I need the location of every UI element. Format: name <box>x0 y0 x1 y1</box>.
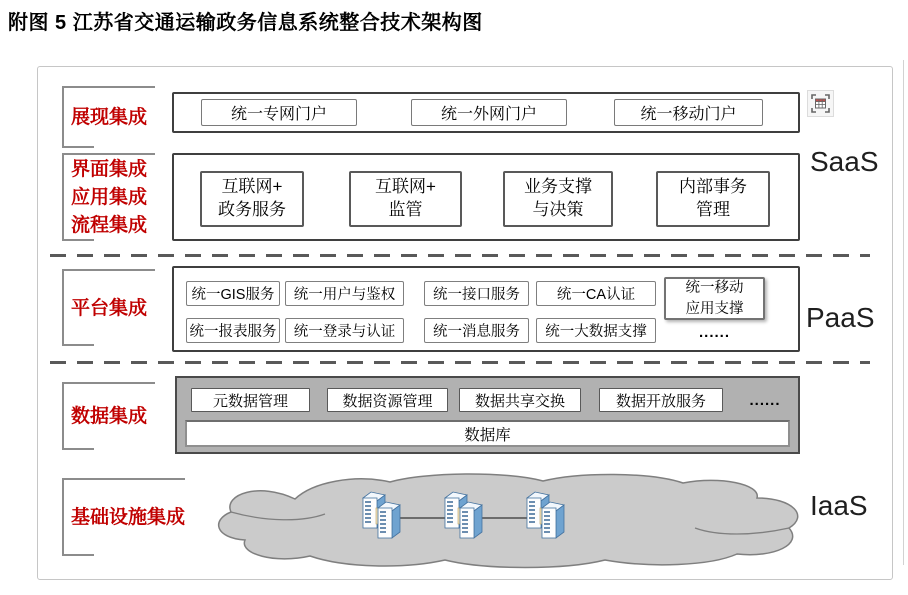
data-ellipsis: ...... <box>749 391 781 409</box>
database-bar: 数据库 <box>185 420 790 447</box>
paas-box-user-auth: 统一用户与鉴权 <box>285 281 404 306</box>
table-selection-icon[interactable] <box>807 90 834 117</box>
presentation-layer-bracket <box>62 86 155 148</box>
data-box-resource-mgmt: 数据资源管理 <box>327 388 448 412</box>
paas-box-gis-service: 统一GIS服务 <box>186 281 280 306</box>
paas-box-bigdata-support: 统一大数据支撑 <box>536 318 656 343</box>
iaas-tag: IaaS <box>810 490 868 521</box>
infrastructure-layer-bracket <box>62 478 185 556</box>
application-layer-label-2: 应用集成 <box>71 187 148 208</box>
infrastructure-layer-label: 基础设施集成 <box>71 507 186 528</box>
figure-title: 附图 5 江苏省交通运输政务信息系统整合技术架构图 <box>8 12 483 34</box>
data-layer-bracket <box>62 382 155 450</box>
presentation-layer-label: 展现集成 <box>71 107 148 128</box>
presentation-layer-box <box>172 92 800 133</box>
paas-ellipsis: ...... <box>698 324 730 341</box>
application-layer-label-3: 流程集成 <box>71 215 148 236</box>
application-layer-box <box>172 153 800 241</box>
paas-tag: PaaS <box>806 302 875 333</box>
dashed-separator-bottom <box>50 361 870 364</box>
app-box-internal-affairs: 内部事务 管理 <box>656 171 770 227</box>
cloud-shape <box>205 472 810 570</box>
paas-box-report-service: 统一报表服务 <box>186 318 280 343</box>
platform-layer-bracket <box>62 269 155 346</box>
paas-box-mobile-app-support: 统一移动 应用支撑 <box>664 277 765 320</box>
platform-layer-label: 平台集成 <box>71 297 148 319</box>
portal-box-external-network: 统一外网门户 <box>411 99 567 126</box>
data-box-metadata: 元数据管理 <box>191 388 310 412</box>
data-box-share-exchange: 数据共享交换 <box>459 388 581 412</box>
app-box-internet-supervision: 互联网+ 监管 <box>349 171 462 227</box>
paas-box-ca-certification: 统一CA认证 <box>536 281 656 306</box>
application-layer-bracket <box>62 153 155 241</box>
app-box-business-support-decision: 业务支撑 与决策 <box>503 171 613 227</box>
portal-box-private-network: 统一专网门户 <box>201 99 357 126</box>
page-edge-line <box>903 60 904 565</box>
paas-box-interface-service: 统一接口服务 <box>424 281 529 306</box>
application-layer-label-1: 界面集成 <box>71 159 148 180</box>
dashed-separator-top <box>50 254 870 257</box>
saas-tag: SaaS <box>810 146 879 177</box>
platform-layer-box <box>172 266 800 352</box>
portal-box-mobile: 统一移动门户 <box>614 99 763 126</box>
data-box-open-service: 数据开放服务 <box>599 388 723 412</box>
data-layer-label: 数据集成 <box>71 406 148 427</box>
paas-box-message-service: 统一消息服务 <box>424 318 529 343</box>
app-box-internet-gov-service: 互联网+ 政务服务 <box>200 171 304 227</box>
paas-box-login-auth: 统一登录与认证 <box>285 318 404 343</box>
data-layer-box <box>175 376 800 454</box>
